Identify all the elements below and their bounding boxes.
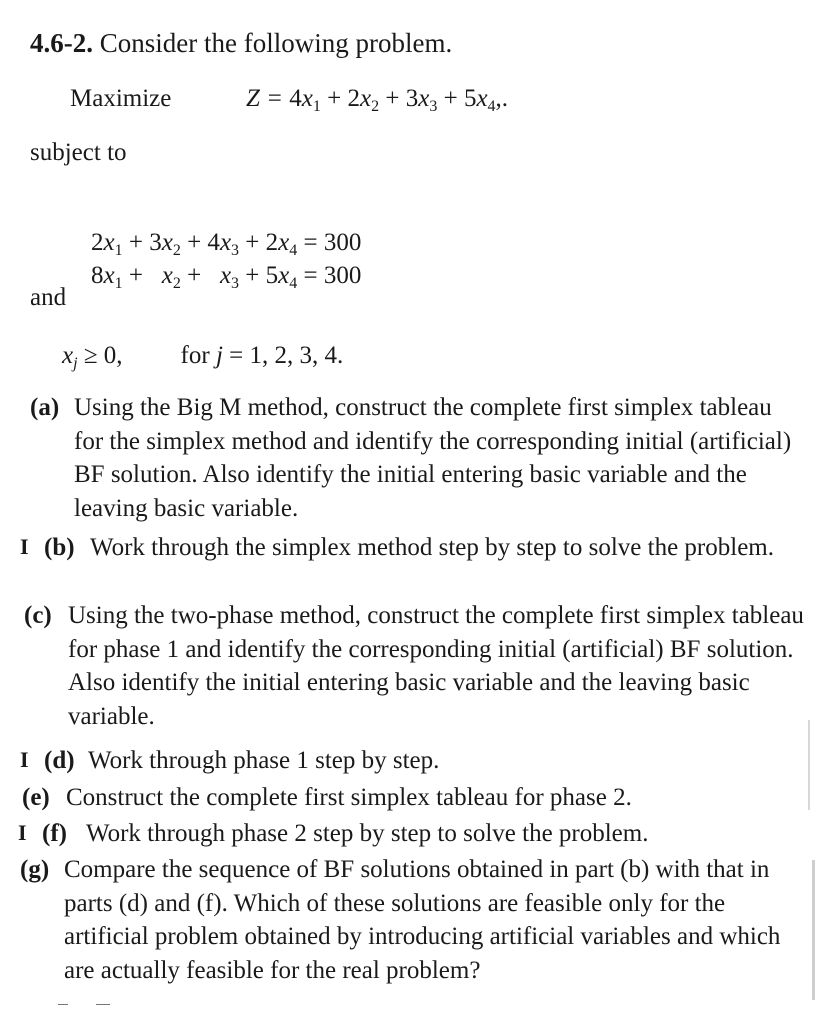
part-e-text: Construct the complete first simplex tableau for phase 2. <box>66 784 632 811</box>
part-d-text: Work through phase 1 step by step. <box>88 747 440 774</box>
part-d <box>44 744 804 778</box>
and-label: and <box>30 284 67 311</box>
part-c <box>24 599 809 733</box>
part-b <box>44 531 804 565</box>
scan-dash-mark <box>58 1004 68 1005</box>
subject-to-label: subject to <box>30 139 127 166</box>
part-a <box>30 391 805 525</box>
part-f-indicator: I <box>18 820 27 845</box>
part-e <box>22 781 802 815</box>
problem-heading <box>30 28 452 58</box>
scan-dash-mark <box>96 1004 110 1005</box>
problem-number: 4.6-2. <box>30 28 93 58</box>
part-b-text: Work through the simplex method step by step to solve the problem. <box>90 534 774 561</box>
part-a-text: Using the Big M method, construct the complete first simplex tableau for the simplex method and identify the corresponding initial (artificial) BF solution. Also identify the initial entering basic variable and the leaving basic variable. <box>74 394 792 522</box>
objective-label: Maximize <box>70 85 172 112</box>
objective-lhs: Z = <box>246 85 290 112</box>
part-d-label: (d) <box>44 747 75 774</box>
part-b-indicator: I <box>20 534 29 559</box>
part-g-label: (g) <box>20 856 50 883</box>
part-b-label: (b) <box>44 534 75 561</box>
part-d-indicator: I <box>20 747 29 772</box>
nonnegativity-constraint: $x_j \ge 0$, for j = 1, 2, 3, 4. <box>62 342 344 372</box>
objective-function: $Z = 4x_1 + 2x_2 + 3x_3 + 5x_4$,. <box>246 85 509 115</box>
scan-edge-speck <box>812 860 815 1000</box>
part-g-text: Compare the sequence of BF solutions obtained in part (b) with that in parts (d) and (f). Which of these solutions are feasible only for the artificial problem obtained by introducing artificial variables and which are actually feasible for the real problem? <box>64 856 781 984</box>
part-g <box>20 853 810 987</box>
part-e-label: (e) <box>22 784 50 811</box>
part-f <box>42 817 812 851</box>
part-c-label: (c) <box>24 602 52 629</box>
part-f-label: (f) <box>42 820 67 847</box>
part-f-text: Work through phase 2 step by step to solve the problem. <box>86 820 649 847</box>
scan-edge-speck <box>808 720 810 810</box>
problem-intro: Consider the following problem. <box>99 28 453 58</box>
part-c-text: Using the two-phase method, construct the complete first simplex tableau for phase 1 and identify the corresponding initial (artificial) BF solution. Also identify the initial entering basic variable and the leaving basic variable. <box>68 602 804 730</box>
part-a-label: (a) <box>30 394 60 421</box>
constraint-1: $2x_1 + 3x_2 + 4x_3 + 2x_4 = 300$ <box>91 229 362 259</box>
constraint-2: $8x_1 + x_2 + x_3 + 5x_4 = 300$ <box>91 262 362 292</box>
